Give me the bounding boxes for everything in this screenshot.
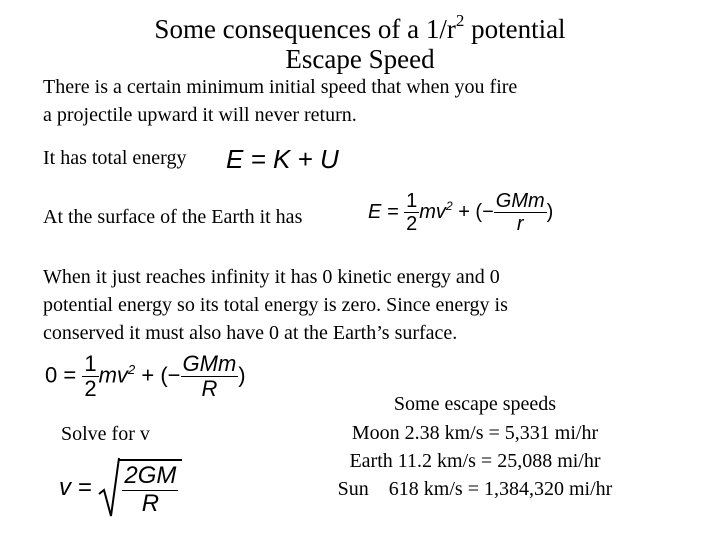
solve-label: Solve for v xyxy=(61,423,150,445)
zero-half-den: 2 xyxy=(84,376,97,402)
zero-pot-den: R xyxy=(201,376,218,402)
solution-den: R xyxy=(141,489,160,517)
zero-lhs: 0 = xyxy=(45,362,77,388)
solution-fraction xyxy=(122,463,178,517)
infinity-line-2: potential energy so its total energy is zero. Since energy is xyxy=(43,294,508,316)
surface-lhs: E = xyxy=(368,200,399,223)
escape-velocity-equation xyxy=(59,456,182,520)
surface-energy-equation xyxy=(368,190,553,235)
total-energy-equation: E = K + U xyxy=(226,144,339,174)
surface-pot-den: r xyxy=(516,213,524,235)
escape-speed-row: Moon 2.38 km/s = 5,331 mi/hr xyxy=(351,422,599,444)
surface-kinetic-exp: 2 xyxy=(445,199,453,214)
zero-energy-equation xyxy=(45,352,246,401)
zero-kinetic: mv xyxy=(98,362,128,388)
surface-plus: + (− xyxy=(458,200,494,223)
surface-energy-label: At the surface of the Earth it has xyxy=(43,206,303,228)
title-text: Some consequences of a 1/r xyxy=(154,14,456,44)
surface-half-den: 2 xyxy=(406,213,418,235)
escape-speed-row: Sun 618 km/s = 1,384,320 mi/hr xyxy=(337,478,613,500)
escape-speed-row: Earth 11.2 km/s = 25,088 mi/hr xyxy=(349,450,601,472)
title-exponent: 2 xyxy=(455,11,465,30)
surface-half-num: 1 xyxy=(406,190,418,212)
zero-half-num: 1 xyxy=(84,351,97,376)
escape-speeds-heading: Some escape speeds xyxy=(393,393,557,415)
slide-subtitle: Escape Speed xyxy=(285,44,435,74)
title-suffix: potential xyxy=(464,14,566,44)
surface-pot-num: GMm xyxy=(495,190,545,212)
zero-close: ) xyxy=(238,362,246,388)
radicand xyxy=(118,459,182,517)
square-root-sign xyxy=(98,456,120,520)
total-energy-label: It has total energy xyxy=(43,147,187,169)
zero-kinetic-exp: 2 xyxy=(127,362,136,378)
zero-pot-num: GMm xyxy=(182,351,237,376)
slide-title xyxy=(0,6,720,44)
infinity-line-1: When it just reaches infinity it has 0 kinetic energy and 0 xyxy=(43,266,500,288)
surface-close: ) xyxy=(546,200,554,223)
zero-plus: + (− xyxy=(141,362,181,388)
solution-num: 2GM xyxy=(124,462,177,490)
zero-half-fraction xyxy=(82,352,98,401)
surface-kinetic: mv xyxy=(419,200,446,223)
infinity-line-3: conserved it must also have 0 at the Earth’s surface. xyxy=(43,322,458,344)
solution-lhs: v = xyxy=(59,474,92,501)
intro-line-2: a projectile upward it will never return. xyxy=(43,104,357,126)
zero-potential-fraction xyxy=(181,352,239,401)
surface-half-fraction xyxy=(404,190,419,235)
intro-line-1: There is a certain minimum initial speed that when you fire xyxy=(43,76,518,98)
surface-potential-fraction xyxy=(494,190,547,235)
